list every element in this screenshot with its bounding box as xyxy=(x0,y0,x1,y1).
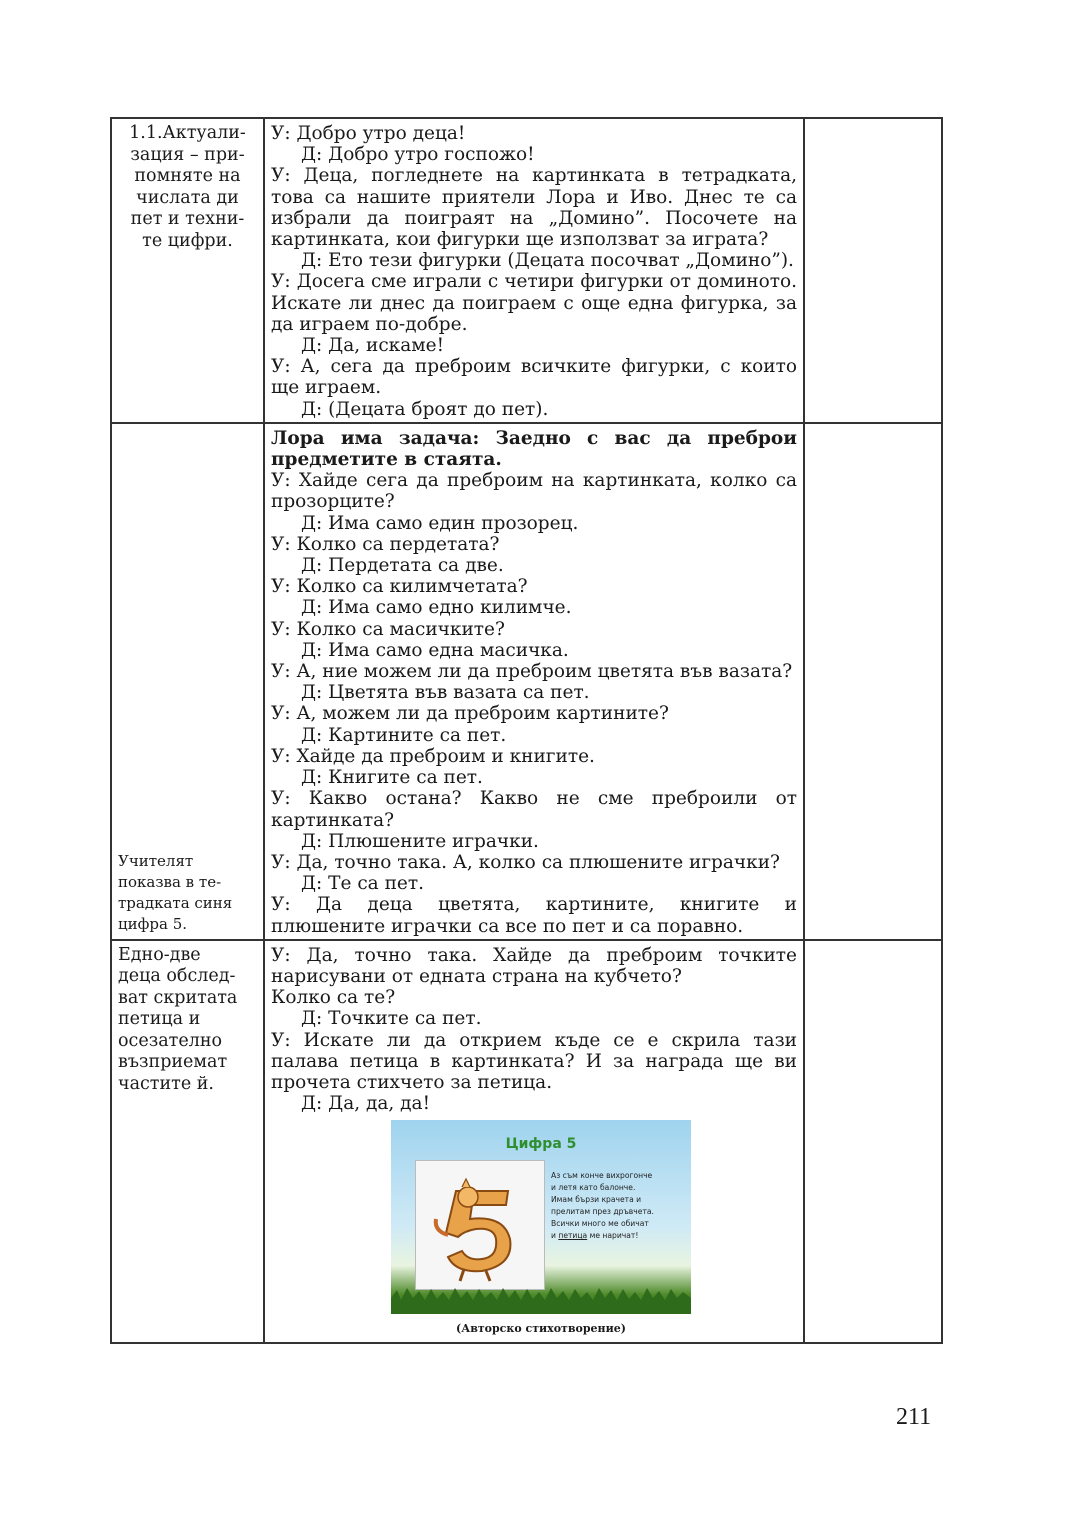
table-row xyxy=(111,118,942,423)
page-number: 211 xyxy=(896,1404,932,1430)
notes-cell xyxy=(804,423,942,940)
stage-cell: Едно-две деца обслед- ват скритата петица и осезателно възприемат частите й. xyxy=(111,940,264,1343)
digit-five-poster xyxy=(391,1120,691,1314)
dialogue-cell: У: Добро утро деца! Д: Добро утро госпожо! У: Деца, погледнете на картинката в тетрадката, това са нашите приятели Лора и Иво. Днес те са избрали да поиграят на „Домино”. Посочете на картинката, кои фигурки ще използват за играта? Д: Ето тези фигурки (Децата посочват „Домино”). У: Досега сме играли с четири фигурки от доминото. Искате ли днес да поиграем с още една фигурка, за да играем по-добре. Д: Да, искаме! У: А, сега да преброим всичките фигурки, с които ще играем. Д: (Децата броят до пет). xyxy=(264,118,804,423)
lesson-table xyxy=(110,117,943,1344)
digit-five-figure xyxy=(391,1120,691,1339)
notes-cell xyxy=(804,940,942,1343)
dialogue-cell: У: Да, точно така. Хайде да преброим точките нарисувани от едната страна на кубчето? Колко са те? Д: Точките са пет. У: Искате ли да открием къде се е скрила тази палава петица в картинката? И за награда ще ви прочета стихчето за петица. Д: Да, да, да! Цифра 5 Аз съм конче вихрогонче и летя като балонче. Имам бързи крачета и прелитам през дръвчета. Всички много ме обичат и петица ме наричат! (Авторско стихотворение) xyxy=(264,940,804,1343)
horse-icon xyxy=(416,1161,544,1289)
task-heading: Лора има задача: Заедно с вас да преброи предметите в стаята. xyxy=(271,427,797,471)
stage-cell: Учителят показва в те- традката синя цифра 5. xyxy=(111,423,264,940)
horse-five-illustration xyxy=(415,1160,545,1290)
figure-caption: (Авторско стихотворение) xyxy=(456,1322,626,1336)
notes-cell xyxy=(804,118,942,423)
stage-cell: 1.1.Актуали- зация – при- помняте на числата ди пет и техни- те цифри. xyxy=(111,118,264,423)
dialogue-cell: Лора има задача: Заедно с вас да преброи предметите в стаята. У: Хайде сега да преброим на картинката, колко са прозорците? Д: Има само един прозорец. У: Колко са пердетата? Д: Пердетата са две. У: Колко са килимчетата? Д: Има само едно килимче. У: Колко са масичките? Д: Има само една масичка. У: А, ние можем ли да преброим цветята във вазата? Д: Цветята във вазата са пет. У: А, можем ли да преброим картините? Д: Картините са пет. У: Хайде да преброим и книгите. Д: Книгите са пет. У: Какво остана? Какво не сме преброили от картинката? Д: Плюшените играчки. У: Да, точно така. А, колко са плюшените играчки? Д: Те са пет. У: Да деца цветята, картините, книгите и плюшените играчки са все по пет и са поравно. xyxy=(264,423,804,940)
table-row xyxy=(111,940,942,1343)
grass-decoration xyxy=(391,1286,691,1314)
poster-title: Цифра 5 xyxy=(505,1136,577,1153)
poster-poem: Аз съм конче вихрогонче и летя като балонче. Имам бързи крачета и прелитам през дръвчета. Всички много ме обичат и петица ме наричат! xyxy=(551,1171,654,1241)
table-row xyxy=(111,423,942,940)
